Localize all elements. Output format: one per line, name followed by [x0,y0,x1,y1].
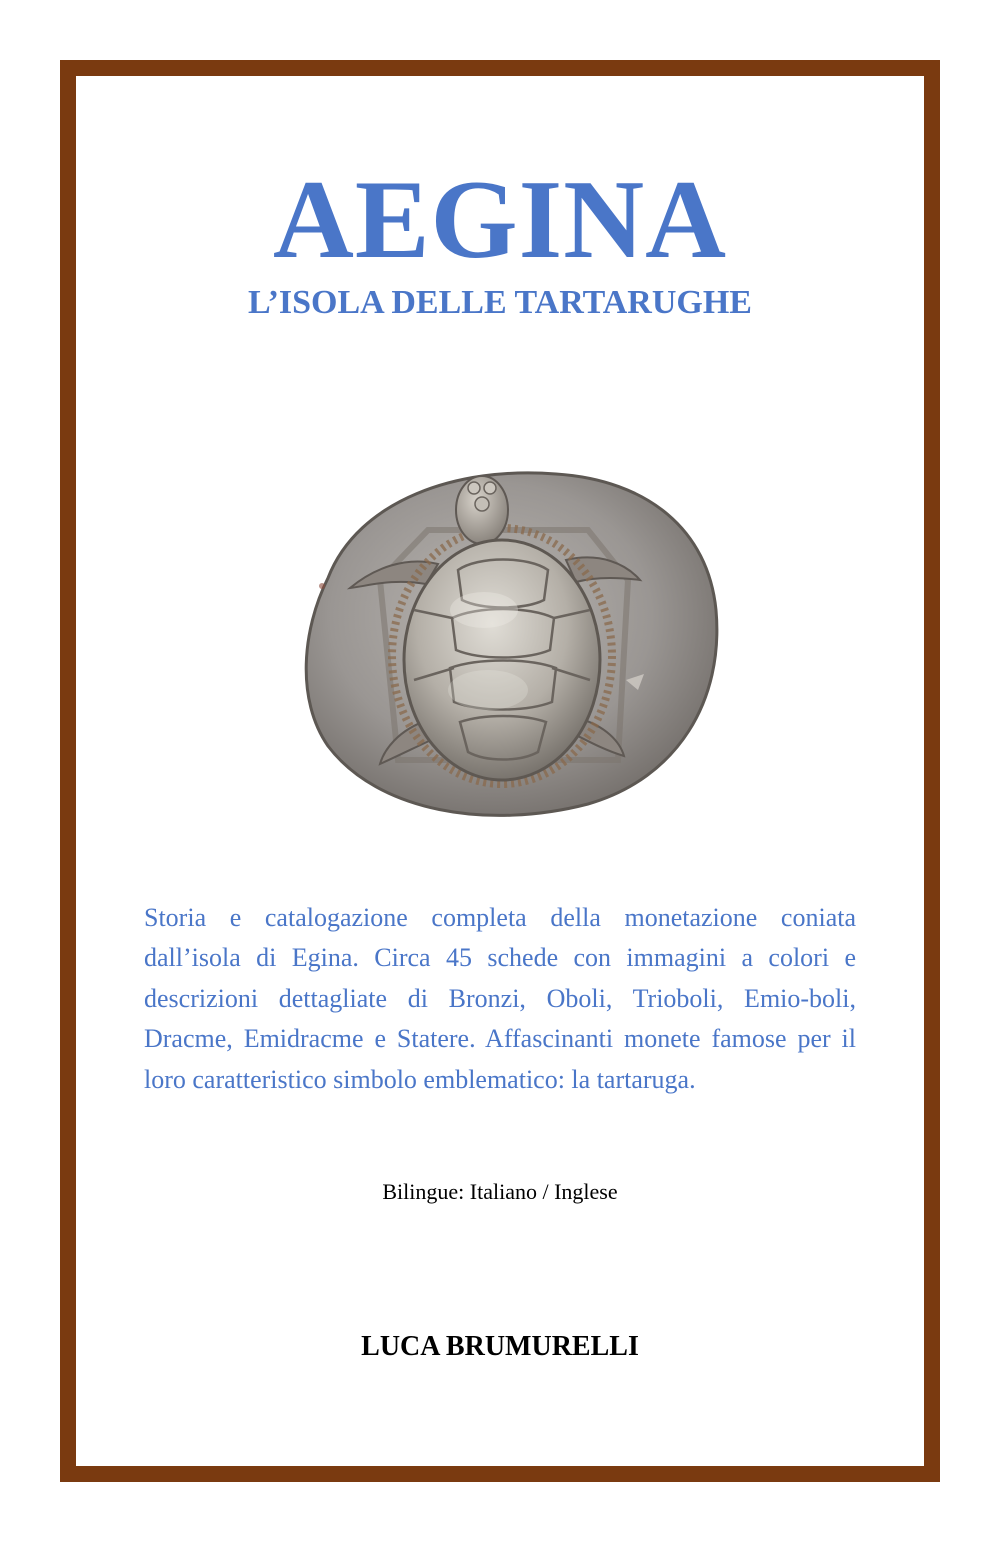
languages-note: Bilingue: Italiano / Inglese [382,1179,618,1204]
book-subtitle: L’ISOLA DELLE TARTARUGHE [248,284,752,321]
author-name: LUCA BRUMURELLI [361,1331,639,1362]
book-title: AEGINA [272,158,728,282]
book-description: Storia e catalogazione completa della monetazione coniata dall’isola di Egina. Circa 45 schede con immagini a colori e descrizioni dettagliate di Bronzi, Oboli, Trioboli, Emio-boli, Dracme, Emidracme e Statere. Affascinanti monete famose per il loro caratteristico simbolo emblematico: la tartaruga. [144,903,856,1094]
turtle-coin-image [288,460,720,820]
